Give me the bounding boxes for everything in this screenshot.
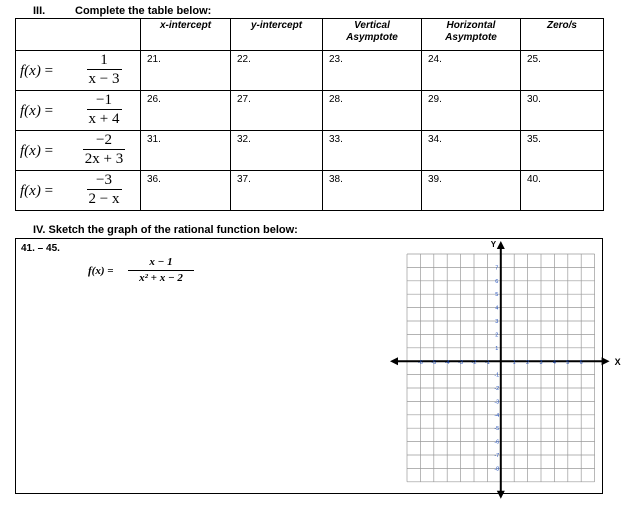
function-lhs: f(x) = <box>20 143 54 159</box>
y-tick-label: -7 <box>494 453 500 459</box>
section-3-number: III. <box>33 5 46 17</box>
table-row <box>16 51 604 91</box>
function-numerator: −1 <box>96 92 112 108</box>
x-tick-label: 6 <box>579 360 583 367</box>
y-tick-label: 6 <box>495 278 499 285</box>
x-axis-arrow-left <box>390 357 398 365</box>
x-tick-label: -3 <box>458 360 464 367</box>
fraction-bar <box>87 109 122 110</box>
x-tick-label: 4 <box>552 360 556 367</box>
coordinate-grid[interactable] <box>383 238 621 494</box>
table-row <box>16 131 604 171</box>
function-fraction <box>74 92 134 127</box>
function-table <box>15 18 604 211</box>
function-denominator: 2 − x <box>88 191 120 207</box>
x-tick-label: -5 <box>431 360 437 367</box>
function-numerator: 1 <box>100 52 108 68</box>
function-expression <box>16 171 140 209</box>
header-y-intercept: y-intercept <box>231 19 323 51</box>
table-row <box>16 91 604 131</box>
section-3-title: Complete the table below: <box>75 5 212 17</box>
function-expression <box>16 51 140 89</box>
y-tick-label: -2 <box>494 386 500 392</box>
y-tick-label: 3 <box>495 319 499 325</box>
fraction-bar <box>87 69 122 70</box>
x-tick-label: -4 <box>444 360 450 367</box>
answer-cell[interactable]: 29. <box>422 91 521 131</box>
y-axis-label: Y <box>490 240 497 249</box>
function-cell <box>16 131 141 171</box>
answer-cell[interactable]: 27. <box>231 91 323 131</box>
y-tick-label: 1 <box>495 345 499 352</box>
header-x-intercept: x-intercept <box>141 19 231 51</box>
x-tick-label: 1 <box>512 360 516 367</box>
table-header-row <box>16 19 604 51</box>
function-lhs: f(x) = <box>88 265 114 277</box>
problem-number: 41. – 45. <box>21 243 60 254</box>
answer-cell[interactable]: 30. <box>521 91 604 131</box>
y-tick-label: 2 <box>495 332 499 339</box>
function-fraction <box>74 132 134 167</box>
fraction-bar <box>128 270 194 271</box>
function-fraction <box>74 52 134 87</box>
function-denominator: 2x + 3 <box>84 151 124 167</box>
function-cell <box>16 51 141 91</box>
header-vertical-asymptote: Vertical Asymptote <box>323 19 422 51</box>
y-tick-label: -3 <box>494 399 500 406</box>
fraction-bar <box>83 149 125 150</box>
function-denominator: x − 3 <box>88 71 120 87</box>
x-tick-label: 5 <box>566 360 570 367</box>
function-fraction <box>74 172 134 207</box>
x-axis-arrow-right <box>602 357 610 365</box>
answer-cell[interactable]: 38. <box>323 171 422 211</box>
header-zeros: Zero/s <box>521 19 604 51</box>
y-tick-label: 5 <box>495 292 499 299</box>
answer-cell[interactable]: 36. <box>141 171 231 211</box>
x-tick-label: -2 <box>471 360 477 367</box>
fraction-bar <box>87 189 122 190</box>
y-tick-label: -8 <box>494 466 500 473</box>
answer-cell[interactable]: 40. <box>521 171 604 211</box>
answer-cell[interactable]: 21. <box>141 51 231 91</box>
x-tick-label: -1 <box>484 360 490 367</box>
answer-cell[interactable]: 24. <box>422 51 521 91</box>
function-cell <box>16 91 141 131</box>
header-function <box>16 19 141 51</box>
function-lhs: f(x) = <box>20 103 54 119</box>
answer-cell[interactable]: 31. <box>141 131 231 171</box>
answer-cell[interactable]: 35. <box>521 131 604 171</box>
y-tick-label: -5 <box>494 426 500 433</box>
function-expression <box>16 91 140 129</box>
function-denominator: x + 4 <box>88 111 120 127</box>
function-cell <box>16 171 141 211</box>
answer-cell[interactable]: 37. <box>231 171 323 211</box>
answer-cell[interactable]: 28. <box>323 91 422 131</box>
answer-cell[interactable]: 25. <box>521 51 604 91</box>
answer-cell[interactable]: 23. <box>323 51 422 91</box>
x-tick-label: 3 <box>539 360 543 367</box>
y-axis-arrow-down <box>497 491 505 499</box>
answer-cell[interactable]: 26. <box>141 91 231 131</box>
function-numerator: −3 <box>96 172 112 188</box>
y-tick-label: 7 <box>495 265 499 272</box>
y-tick-label: 4 <box>495 305 499 312</box>
x-tick-label: -6 <box>417 360 423 367</box>
answer-cell[interactable]: 39. <box>422 171 521 211</box>
function-numerator: −2 <box>96 132 112 148</box>
function-fraction <box>128 256 194 285</box>
y-axis-arrow-up <box>497 241 505 249</box>
function-lhs: f(x) = <box>20 183 54 199</box>
table-row <box>16 171 604 211</box>
function-lhs: f(x) = <box>20 63 54 79</box>
function-denominator: x² + x − 2 <box>139 272 183 284</box>
function-expression <box>16 131 140 169</box>
x-tick-label: 2 <box>526 360 530 367</box>
y-tick-label: -4 <box>494 412 500 419</box>
function-numerator: x − 1 <box>149 256 173 268</box>
section-4-title: IV. Sketch the graph of the rational function below: <box>33 224 298 236</box>
answer-cell[interactable]: 34. <box>422 131 521 171</box>
answer-cell[interactable]: 22. <box>231 51 323 91</box>
y-tick-label: -1 <box>494 372 500 379</box>
answer-cell[interactable]: 33. <box>323 131 422 171</box>
y-tick-label: -6 <box>494 439 500 446</box>
header-horizontal-asymptote: Horizontal Asymptote <box>422 19 521 51</box>
x-axis-label: X <box>614 357 621 368</box>
answer-cell[interactable]: 32. <box>231 131 323 171</box>
